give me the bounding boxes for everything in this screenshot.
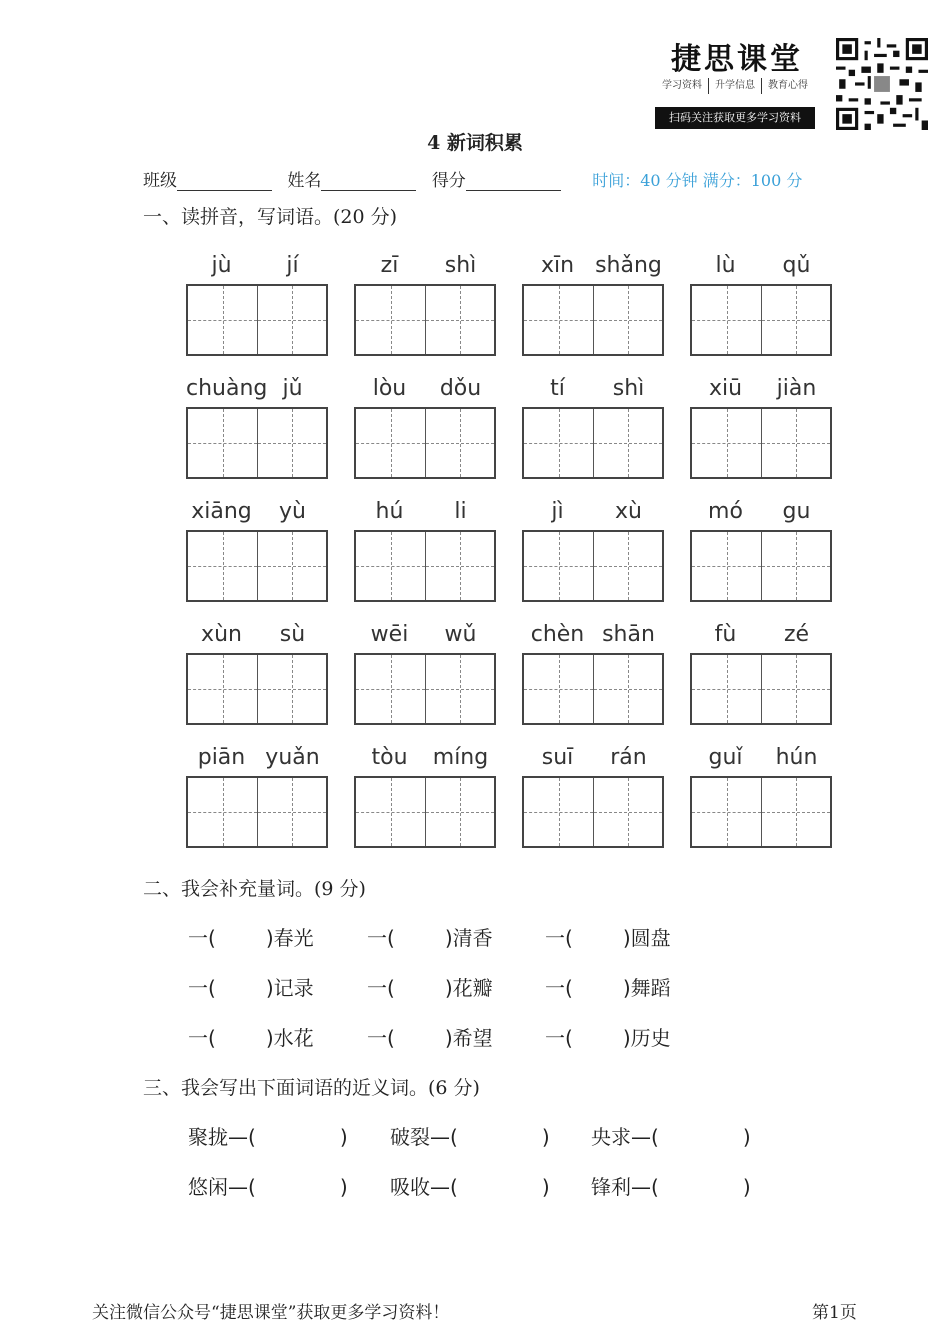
synonym-close: ): [339, 1175, 348, 1199]
synonym-word: 破裂: [390, 1125, 430, 1149]
writing-boxes: [690, 407, 832, 479]
writing-cell[interactable]: [761, 409, 830, 477]
pinyin-syllable: míng: [432, 745, 489, 770]
synonym-dash: —(: [228, 1175, 256, 1199]
name-label: 姓名: [287, 171, 322, 191]
pinyin-syllable: tòu: [371, 745, 408, 770]
pinyin-syllable: suī: [541, 745, 574, 770]
writing-boxes: [522, 530, 664, 602]
writing-boxes: [522, 284, 664, 356]
writing-cell[interactable]: [356, 286, 425, 354]
pinyin-word: [186, 617, 328, 725]
measure-item: [367, 1022, 493, 1051]
pinyin-word: [354, 740, 496, 848]
writing-cell[interactable]: [761, 532, 830, 600]
section2-title: [143, 874, 366, 901]
pinyin-word: [522, 371, 664, 479]
measure-close: ): [444, 976, 453, 1000]
pinyin-syllable: jì: [551, 499, 564, 524]
synonym-item: [591, 1171, 751, 1200]
writing-cell[interactable]: [425, 655, 494, 723]
pinyin-syllable: tí: [550, 376, 565, 401]
writing-cell[interactable]: [257, 778, 326, 846]
writing-cell[interactable]: [593, 532, 662, 600]
pinyin-syllable: chèn: [530, 622, 585, 647]
pinyin-syllable: shì: [444, 253, 477, 278]
pinyin-word: [354, 248, 496, 356]
info-row: [143, 166, 802, 191]
measure-prefix: 一(: [188, 976, 216, 1000]
qr-code-icon: [836, 38, 928, 130]
pinyin-syllable: shǎng: [595, 253, 662, 278]
writing-cell[interactable]: [425, 286, 494, 354]
pinyin-word: [186, 740, 328, 848]
measure-noun: 水花: [273, 1026, 314, 1050]
section1-title: [143, 202, 397, 229]
writing-boxes: [186, 653, 328, 725]
writing-cell[interactable]: [188, 286, 257, 354]
pinyin-syllable: shān: [602, 622, 655, 647]
writing-cell[interactable]: [761, 655, 830, 723]
pinyin-word: [354, 617, 496, 725]
section2-points: (9 分): [314, 878, 366, 900]
section3-title: [143, 1073, 480, 1100]
pinyin-syllable: piān: [197, 745, 246, 770]
writing-boxes: [186, 407, 328, 479]
pinyin-word: [690, 740, 832, 848]
writing-cell[interactable]: [593, 409, 662, 477]
writing-cell[interactable]: [692, 655, 761, 723]
writing-cell[interactable]: [524, 655, 593, 723]
pinyin-word: [522, 740, 664, 848]
writing-cell[interactable]: [593, 286, 662, 354]
pinyin-syllable: zī: [380, 253, 399, 278]
writing-boxes: [354, 284, 496, 356]
pinyin-syllable: qǔ: [782, 253, 811, 278]
pinyin-syllable: xù: [615, 499, 642, 524]
measure-noun: 记录: [273, 976, 314, 1000]
measure-item: [545, 972, 671, 1001]
writing-cell[interactable]: [188, 409, 257, 477]
measure-item: [367, 972, 493, 1001]
score-blank[interactable]: [466, 172, 561, 191]
writing-cell[interactable]: [524, 532, 593, 600]
pinyin-syllable: jù: [211, 253, 232, 278]
measure-noun: 清香: [452, 926, 493, 950]
synonym-dash: —(: [430, 1125, 458, 1149]
measure-noun: 圆盘: [630, 926, 671, 950]
pinyin-syllable: wǔ: [444, 622, 477, 647]
measure-prefix: 一(: [545, 1026, 573, 1050]
synonym-word: 悠闲: [188, 1175, 228, 1199]
measure-close: ): [265, 1026, 274, 1050]
pinyin-syllable: jǔ: [282, 376, 303, 401]
pinyin-word: [186, 248, 328, 356]
section3-title-text: 三、我会写出下面词语的近义词。: [143, 1077, 429, 1099]
pinyin-syllable: shì: [612, 376, 645, 401]
name-blank[interactable]: [321, 172, 416, 191]
pinyin-syllable: yù: [279, 499, 306, 524]
synonym-dash: —(: [228, 1125, 256, 1149]
pinyin-word: [354, 371, 496, 479]
writing-boxes: [522, 407, 664, 479]
writing-boxes: [354, 653, 496, 725]
measure-item: [545, 1022, 671, 1051]
synonym-close: ): [742, 1175, 751, 1199]
writing-cell[interactable]: [356, 778, 425, 846]
writing-cell[interactable]: [257, 532, 326, 600]
writing-cell[interactable]: [761, 286, 830, 354]
writing-cell[interactable]: [692, 409, 761, 477]
section1-points: (20 分): [333, 206, 398, 228]
writing-cell[interactable]: [524, 286, 593, 354]
writing-cell[interactable]: [356, 409, 425, 477]
measure-prefix: 一(: [188, 926, 216, 950]
measure-prefix: 一(: [545, 926, 573, 950]
measure-noun: 舞蹈: [630, 976, 671, 1000]
measure-noun: 春光: [273, 926, 314, 950]
synonym-word: 锋利: [591, 1175, 631, 1199]
section3-points: (6 分): [428, 1077, 480, 1099]
pinyin-syllable: dǒu: [439, 376, 482, 401]
synonym-item: [390, 1121, 550, 1150]
writing-cell[interactable]: [524, 778, 593, 846]
writing-boxes: [354, 530, 496, 602]
measure-prefix: 一(: [188, 1026, 216, 1050]
writing-cell[interactable]: [593, 655, 662, 723]
pinyin-syllable: xiū: [708, 376, 743, 401]
measure-prefix: 一(: [545, 976, 573, 1000]
synonym-item: [188, 1121, 348, 1150]
writing-cell[interactable]: [257, 655, 326, 723]
pinyin-syllable: jí: [286, 253, 299, 278]
writing-cell[interactable]: [425, 778, 494, 846]
writing-cell[interactable]: [188, 778, 257, 846]
measure-close: ): [622, 1026, 631, 1050]
synonym-dash: —(: [631, 1125, 659, 1149]
writing-boxes: [690, 284, 832, 356]
pinyin-syllable: gu: [782, 499, 811, 524]
pinyin-syllable: zé: [783, 622, 810, 647]
pinyin-syllable: xiāng: [191, 499, 252, 524]
writing-boxes: [186, 776, 328, 848]
pinyin-syllable: mó: [708, 499, 743, 524]
pinyin-syllable: lù: [715, 253, 736, 278]
pinyin-syllable: jiàn: [776, 376, 817, 401]
brand-title: 捷思课堂: [671, 42, 803, 77]
measure-item: [545, 922, 671, 951]
synonym-dash: —(: [631, 1175, 659, 1199]
synonym-word: 聚拢: [188, 1125, 228, 1149]
synonym-close: ): [541, 1175, 550, 1199]
pinyin-word: [186, 371, 328, 479]
synonym-close: ): [541, 1125, 550, 1149]
writing-boxes: [186, 284, 328, 356]
synonym-dash: —(: [430, 1175, 458, 1199]
writing-boxes: [186, 530, 328, 602]
measure-close: ): [622, 976, 631, 1000]
page-number: 第1页: [812, 1303, 857, 1323]
time-info: 时间：40 分钟 满分：100 分: [592, 171, 803, 190]
synonym-word: 吸收: [390, 1175, 430, 1199]
measure-item: [188, 1022, 314, 1051]
measure-item: [367, 922, 493, 951]
measure-prefix: 一(: [367, 926, 395, 950]
measure-close: ): [622, 926, 631, 950]
writing-cell[interactable]: [188, 655, 257, 723]
pinyin-word: [690, 371, 832, 479]
pinyin-syllable: sù: [279, 622, 306, 647]
writing-cell[interactable]: [692, 286, 761, 354]
pinyin-word: [690, 248, 832, 356]
class-blank[interactable]: [177, 172, 272, 191]
footer-note: 关注微信公众号“捷思课堂”获取更多学习资料！: [92, 1303, 450, 1323]
measure-close: ): [265, 976, 274, 1000]
writing-cell[interactable]: [356, 655, 425, 723]
synonym-word: 央求: [591, 1125, 631, 1149]
synonym-close: ): [339, 1125, 348, 1149]
pinyin-syllable: rán: [610, 745, 647, 770]
score-label: 得分: [431, 171, 466, 191]
writing-cell[interactable]: [356, 532, 425, 600]
pinyin-syllable: lòu: [372, 376, 407, 401]
pinyin-word: [690, 494, 832, 602]
writing-cell[interactable]: [257, 286, 326, 354]
writing-cell[interactable]: [761, 778, 830, 846]
writing-cell[interactable]: [188, 532, 257, 600]
pinyin-syllable: hún: [775, 745, 818, 770]
writing-cell[interactable]: [692, 778, 761, 846]
section2-title-text: 二、我会补充量词。: [143, 878, 315, 900]
writing-cell[interactable]: [425, 409, 494, 477]
writing-cell[interactable]: [524, 409, 593, 477]
pinyin-syllable: chuàng: [186, 376, 268, 401]
writing-cell[interactable]: [593, 778, 662, 846]
writing-cell[interactable]: [692, 532, 761, 600]
pinyin-syllable: fù: [714, 622, 737, 647]
brand-tags: [655, 78, 815, 94]
measure-close: ): [444, 926, 453, 950]
writing-boxes: [522, 653, 664, 725]
brand-tag: 学习资料: [662, 80, 702, 91]
writing-boxes: [690, 530, 832, 602]
pinyin-syllable: xùn: [201, 622, 242, 647]
measure-close: ): [265, 926, 274, 950]
pinyin-syllable: yuǎn: [265, 745, 320, 770]
measure-item: [188, 922, 314, 951]
writing-cell[interactable]: [425, 532, 494, 600]
section1-title-text: 一、读拼音，写词语。: [143, 206, 334, 228]
synonym-item: [591, 1121, 751, 1150]
brand-slogan-bar: 扫码关注获取更多学习资料: [655, 107, 815, 129]
pinyin-syllable: wēi: [370, 622, 409, 647]
brand-tag: 教育心得: [761, 78, 814, 94]
pinyin-word: [186, 494, 328, 602]
measure-noun: 花瓣: [452, 976, 493, 1000]
writing-cell[interactable]: [257, 409, 326, 477]
pinyin-syllable: li: [454, 499, 467, 524]
writing-boxes: [522, 776, 664, 848]
synonym-item: [188, 1171, 348, 1200]
measure-close: ): [444, 1026, 453, 1050]
lesson-title: 4 新词积累: [427, 132, 523, 154]
measure-noun: 历史: [630, 1026, 671, 1050]
pinyin-word: [522, 248, 664, 356]
writing-boxes: [354, 776, 496, 848]
pinyin-word: [522, 617, 664, 725]
writing-boxes: [690, 776, 832, 848]
pinyin-word: [522, 494, 664, 602]
measure-prefix: 一(: [367, 976, 395, 1000]
measure-noun: 希望: [452, 1026, 493, 1050]
measure-prefix: 一(: [367, 1026, 395, 1050]
brand-tag: 升学信息: [708, 78, 761, 94]
pinyin-syllable: guǐ: [708, 745, 743, 770]
pinyin-syllable: xīn: [540, 253, 575, 278]
synonym-item: [390, 1171, 550, 1200]
class-label: 班级: [143, 171, 177, 191]
writing-boxes: [354, 407, 496, 479]
pinyin-word: [690, 617, 832, 725]
measure-item: [188, 972, 314, 1001]
pinyin-word: [354, 494, 496, 602]
writing-boxes: [690, 653, 832, 725]
synonym-close: ): [742, 1125, 751, 1149]
pinyin-syllable: hú: [375, 499, 404, 524]
